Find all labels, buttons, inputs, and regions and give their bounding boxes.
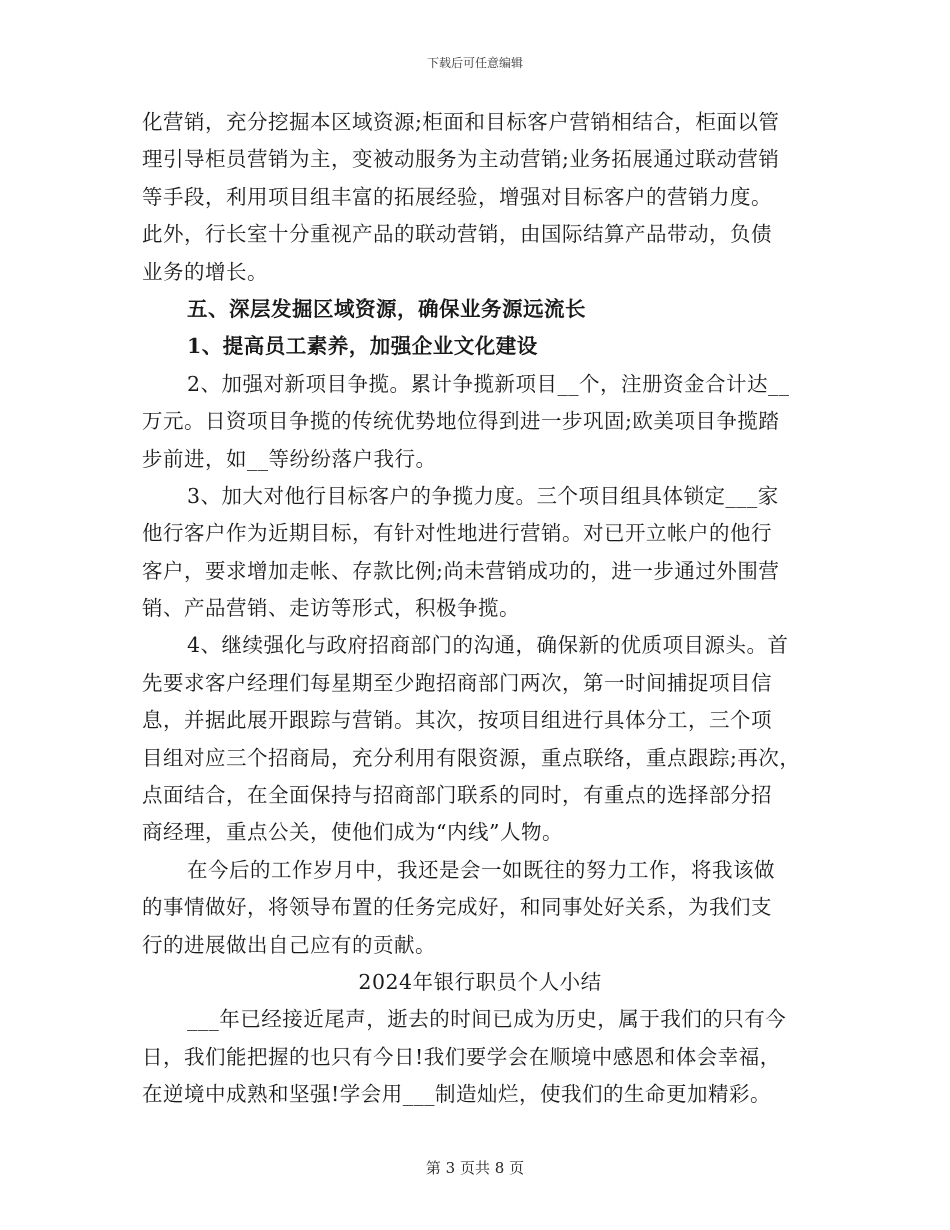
paragraph-line: 2、加强对新项目争揽。累计争揽新项目__个，注册资金合计达__ <box>187 371 790 396</box>
paragraph-line: 息，并据此展开跟踪与营销。其次，按项目组进行具体分工，三个项 <box>142 708 772 733</box>
paragraph-line: 他行客户作为近期目标，有针对性地进行营销。对已开立帐户的他行 <box>142 521 772 546</box>
paragraph-line: 等手段，利用项目组丰富的拓展经验，增强对目标客户的营销力度。 <box>142 184 772 209</box>
paragraph-line: 日，我们能把握的也只有今日!我们要学会在顺境中感恩和体会幸福， <box>142 1044 781 1069</box>
page-header: 下载后可任意编辑 <box>426 56 523 70</box>
subsection-heading: 1、提高员工素养，加强企业文化建设 <box>187 334 538 359</box>
paragraph-line: 目组对应三个招商局，充分利用有限资源，重点联络，重点跟踪;再次， <box>142 745 801 770</box>
paragraph-line: 3、加大对他行目标客户的争揽力度。三个项目组具体锁定___家 <box>187 483 779 508</box>
paragraph-line: 化营销，充分挖掘本区域资源;柜面和目标客户营销相结合，柜面以管 <box>142 110 780 134</box>
paragraph-line: 步前进，如__等纷纷落户我行。 <box>142 446 437 471</box>
paragraph-line: 行的进展做出自己应有的贡献。 <box>142 932 436 957</box>
paragraph-line: 理引导柜员营销为主，变被动服务为主动营销;业务拓展通过联动营销 <box>142 147 780 172</box>
paragraph-line: 在今后的工作岁月中，我还是会一如既往的努力工作，将我该做 <box>187 857 775 882</box>
paragraph-line: 商经理，重点公关，使他们成为“内线”人物。 <box>142 820 563 845</box>
paragraph-line: 此外，行长室十分重视产品的联动营销，由国际结算产品带动，负债 <box>142 222 772 247</box>
paragraph-line: ___年已经接近尾声，逝去的时间已成为历史，属于我们的只有今 <box>187 1007 787 1032</box>
page-footer: 第 3 页共 8 页 <box>425 1159 525 1177</box>
paragraph-line: 的事情做好，将领导布置的任务完成好，和同事处好关系，为我们支 <box>142 895 772 920</box>
document-title: 2024年银行职员个人小结 <box>358 969 602 994</box>
paragraph-line: 万元。日资项目争揽的传统优势地位得到进一步巩固;欧美项目争揽踏 <box>142 409 780 434</box>
paragraph-line: 4、继续强化与政府招商部门的沟通，确保新的优质项目源头。首 <box>187 633 789 658</box>
paragraph-line: 先要求客户经理们每星期至少跑招商部门两次，第一时间捕捉项目信 <box>142 670 772 695</box>
paragraph-line: 客户，要求增加走帐、存款比例;尚未营销成功的，进一步通过外围营 <box>142 558 780 583</box>
paragraph-line: 点面结合，在全面保持与招商部门联系的同时，有重点的选择部分招 <box>142 783 772 808</box>
document-body <box>142 104 818 1114</box>
paragraph-line: 销、产品营销、走访等形式，积极争揽。 <box>142 596 520 621</box>
paragraph-line: 业务的增长。 <box>142 259 268 284</box>
section-heading: 五、深层发掘区域资源，确保业务源远流长 <box>187 296 586 321</box>
paragraph-line: 在逆境中成熟和坚强!学会用___制造灿烂，使我们的生命更加精彩。 <box>142 1082 771 1107</box>
